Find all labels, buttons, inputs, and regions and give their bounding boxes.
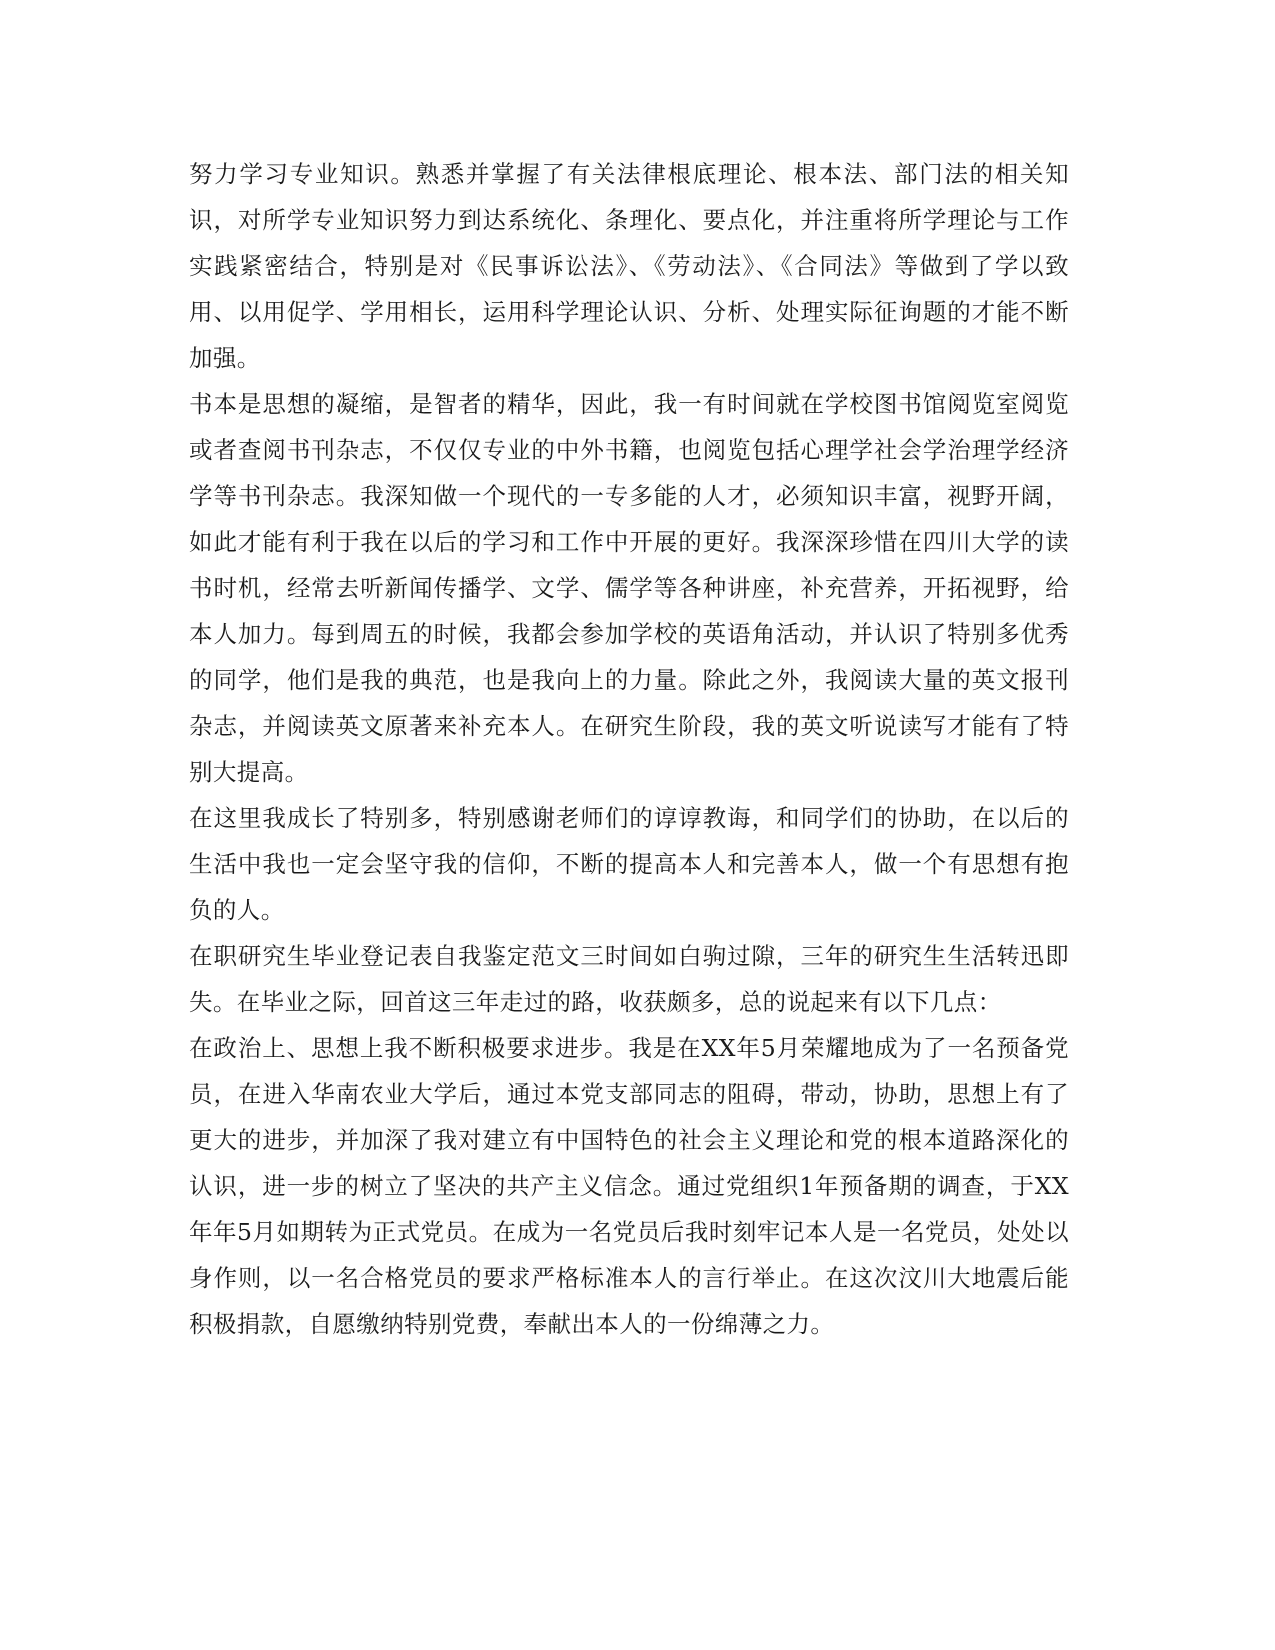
- paragraph-reading: 书本是思想的凝缩，是智者的精华，因此，我一有时间就在学校图书馆阅览室阅览或者查阅书刊杂志，不仅仅专业的中外书籍，也阅览包括心理学社会学治理学经济学等书刊杂志。我深知做一个现代的一专多能的人才，必须知识丰富，视野开阔，如此才能有利于我在以后的学习和工作中开展的更好。我深深珍惜在四川大学的读书时机，经常去听新闻传播学、文学、儒学等各种讲座，补充营养，开拓视野，给本人加力。每到周五的时候，我都会参加学校的英语角活动，并认识了特别多优秀的同学，他们是我的典范，也是我向上的力量。除此之外，我阅读大量的英文报刊杂志，并阅读英文原著来补充本人。在研究生阶段，我的英文听说读写才能有了特别大提高。: [189, 390, 1069, 786]
- paragraph-growth: 在这里我成长了特别多，特别感谢老师们的谆谆教诲，和同学们的协助，在以后的生活中我也一定会坚守我的信仰，不断的提高本人和完善本人，做一个有思想有抱负的人。: [189, 804, 1069, 924]
- paragraph-professional-study: 努力学习专业知识。熟悉并掌握了有关法律根底理论、根本法、部门法的相关知识，对所学专业知识努力到达系统化、条理化、要点化，并注重将所学理论与工作实践紧密结合，特别是对《民事诉讼法》、《劳动法》、《合同法》等做到了学以致用、以用促学、学用相长，运用科学理论认识、分析、处理实际征询题的才能不断加强。: [189, 160, 1069, 372]
- paragraph-political-progress: 在政治上、思想上我不断积极要求进步。我是在XX年5月荣耀地成为了一名预备党员，在进入华南农业大学后，通过本党支部同志的阻碍，带动，协助，思想上有了更大的进步，并加深了我对建立有中国特色的社会主义理论和党的根本道路深化的认识，进一步的树立了坚决的共产主义信念。通过党组织1年预备期的调查，于XX年年5月如期转为正式党员。在成为一名党员后我时刻牢记本人是一名党员，处处以身作则，以一名合格党员的要求严格标准本人的言行举止。在这次汶川大地震后能积极捐款，自愿缴纳特别党费，奉献出本人的一份绵薄之力。: [189, 1034, 1069, 1338]
- paragraph-self-assessment-intro: 在职研究生毕业登记表自我鉴定范文三时间如白驹过隙，三年的研究生生活转迅即失。在毕业之际，回首这三年走过的路，收获颇多，总的说起来有以下几点：: [189, 942, 1069, 1016]
- document-body: [189, 151, 1069, 1347]
